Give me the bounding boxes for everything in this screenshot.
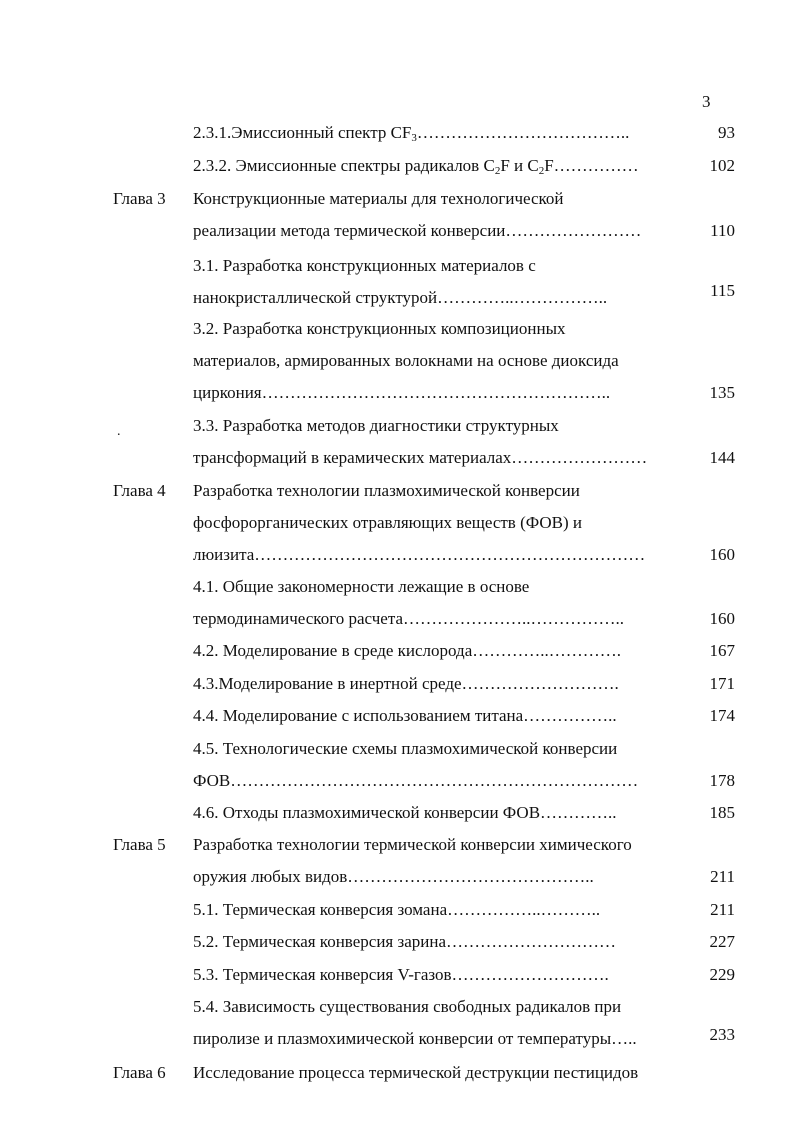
toc-entry-3-2-line3: циркония…………………………………………………….. bbox=[193, 383, 611, 402]
toc-entry-4-2: 4.2. Моделирование в среде кислорода…………..…………. bbox=[193, 641, 621, 660]
toc-page-number: 211 bbox=[710, 900, 735, 919]
toc-entry-title-end: F…………… bbox=[544, 156, 639, 175]
toc-page-number: 167 bbox=[709, 641, 735, 660]
chapter-title-5-line2: оружия любых видов…………………………………….. bbox=[193, 867, 594, 886]
toc-page-number: 160 bbox=[709, 545, 735, 564]
toc-page-number: 115 bbox=[710, 281, 735, 300]
chapter-title-6-line1: Исследование процесса термической деструкции пестицидов bbox=[193, 1063, 639, 1082]
toc-entry-5-1: 5.1. Термическая конверсия зомана……………..……….. bbox=[193, 900, 601, 919]
toc-page-number: 227 bbox=[709, 932, 735, 951]
stray-mark: . bbox=[117, 424, 121, 439]
toc-page-number: 229 bbox=[709, 965, 735, 984]
toc-entry-2-3-2 bbox=[193, 155, 639, 182]
toc-page-number: 160 bbox=[709, 609, 735, 628]
toc-page-number: 102 bbox=[709, 156, 735, 175]
toc-page-number: 174 bbox=[709, 706, 735, 725]
toc-page-number: 110 bbox=[710, 221, 735, 240]
chapter-title-4-line1: Разработка технологии плазмохимической конверсии bbox=[193, 481, 580, 500]
toc-page-number: 211 bbox=[710, 867, 735, 886]
chapter-title-5-line1: Разработка технологии термической конверсии химического bbox=[193, 835, 632, 854]
toc-entry-4-5-line2: ФОВ……………………………………………………………… bbox=[193, 771, 639, 790]
toc-page-number: 185 bbox=[709, 803, 735, 822]
chapter-title-4-line3: люизита…………………………………………………………… bbox=[193, 545, 646, 564]
page-number: 3 bbox=[702, 92, 711, 111]
toc-page-number: 93 bbox=[718, 123, 735, 142]
subscript: 2 bbox=[538, 165, 545, 177]
toc-entry-3-2-line1: 3.2. Разработка конструкционных композиционных bbox=[193, 319, 566, 338]
subscript: 3 bbox=[411, 132, 417, 144]
toc-entry-5-3: 5.3. Термическая конверсия V-газов………………………. bbox=[193, 965, 609, 984]
toc-page-number: 144 bbox=[709, 448, 735, 467]
toc-entry-4-3: 4.3.Моделирование в инертной среде………………………. bbox=[193, 674, 619, 693]
chapter-title-3-line2: реализации метода термической конверсии…………………… bbox=[193, 221, 642, 240]
toc-leader-dots: ……………………………….. bbox=[416, 123, 630, 142]
toc-page-number: 171 bbox=[709, 674, 735, 693]
toc-entry-title: 2.3.2. Эмиссионные спектры радикалов C bbox=[193, 156, 495, 175]
toc-entry-5-4-line2: пиролизе и плазмохимической конверсии от температуры….. bbox=[193, 1029, 637, 1048]
toc-page-number: 178 bbox=[709, 771, 735, 790]
chapter-title-3-line1: Конструкционные материалы для технологической bbox=[193, 189, 564, 208]
toc-entry-title-mid: F и C bbox=[500, 156, 539, 175]
toc-entry-3-3-line1: 3.3. Разработка методов диагностики структурных bbox=[193, 416, 559, 435]
toc-entry-4-1-line2: термодинамического расчета…………………..…………….. bbox=[193, 609, 625, 628]
toc-entry-3-3-line2: трансформаций в керамических материалах…………………… bbox=[193, 448, 648, 467]
chapter-label-5: Глава 5 bbox=[113, 835, 166, 854]
toc-entry-2-3-1 bbox=[193, 122, 629, 149]
toc-entry-4-5-line1: 4.5. Технологические схемы плазмохимической конверсии bbox=[193, 739, 618, 758]
chapter-label-3: Глава 3 bbox=[113, 189, 166, 208]
toc-page-number: 135 bbox=[709, 383, 735, 402]
subscript: 2 bbox=[494, 165, 501, 177]
chapter-title-4-line2: фосфорорганических отравляющих веществ (ФОВ) и bbox=[193, 513, 582, 532]
toc-entry-4-1-line1: 4.1. Общие закономерности лежащие в основе bbox=[193, 577, 530, 596]
toc-entry-4-4: 4.4. Моделирование с использованием титана…………….. bbox=[193, 706, 617, 725]
toc-entry-3-2-line2: материалов, армированных волокнами на основе диоксида bbox=[193, 351, 619, 370]
toc-entry-5-2: 5.2. Термическая конверсия зарина………………………… bbox=[193, 932, 616, 951]
chapter-label-4: Глава 4 bbox=[113, 481, 166, 500]
toc-entry-5-4-line1: 5.4. Зависимость существования свободных радикалов при bbox=[193, 997, 622, 1016]
toc-entry-4-6: 4.6. Отходы плазмохимической конверсии ФОВ………….. bbox=[193, 803, 617, 822]
toc-page-number: 233 bbox=[709, 1025, 735, 1044]
chapter-label-6: Глава 6 bbox=[113, 1063, 166, 1082]
toc-entry-3-1-line1: 3.1. Разработка конструкционных материалов с bbox=[193, 256, 536, 275]
toc-entry-3-1-line2: нанокристаллической структурой…………..…………….. bbox=[193, 288, 608, 307]
toc-entry-title: 2.3.1.Эмиссионный спектр CF bbox=[193, 123, 412, 142]
